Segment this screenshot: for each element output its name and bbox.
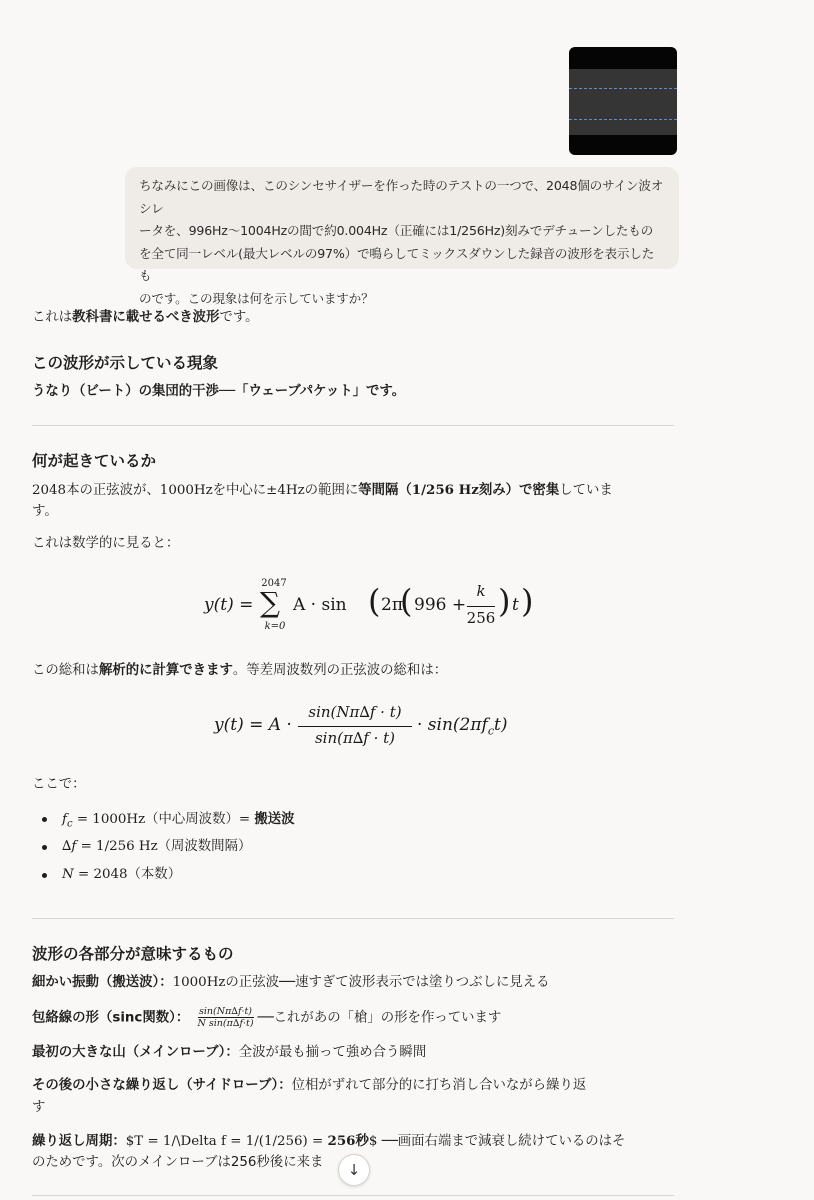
definition-item: $f_c = 1000Hz$（中心周波数）= 搬送波 xyxy=(62,811,295,830)
user-message-line: ータを、996Hz〜1004Hzの間で約0.004Hz（正確には1/256Hz)刻みでデチューンしたもの xyxy=(139,223,654,238)
list-item: 繰り返し周期：$T = 1/\Delta f = 1/(1/256) = 256秒$ ──画面右端まで減衰し続けているのはそ xyxy=(32,1133,626,1149)
section-heading: 何が起きているか xyxy=(32,452,157,470)
list-item-continuation: のためです。次のメインローブは256秒後に来ま xyxy=(32,1155,324,1170)
list-item: 細かい振動（搬送波）：1000Hzの正弦波──速すぎて波形表示では塗りつぶしに見える xyxy=(32,975,550,990)
definition-item: ∆f = 1/256 Hz（周波数間隔） xyxy=(62,839,252,854)
bullet xyxy=(42,817,47,822)
section-heading: 波形の各部分が意味するもの xyxy=(32,945,234,963)
divider xyxy=(32,918,674,919)
bullet xyxy=(42,845,47,850)
list-item: その後の小さな繰り返し（サイドローブ）：位相がずれて部分的に打ち消し合いながら繰り返 xyxy=(32,1078,587,1093)
equation-sum: y(t) = 2047 ∑ k=0 A · sin ( 2π ( 996 + k 256 ) t ) xyxy=(204,578,534,632)
divider xyxy=(32,1195,674,1196)
paragraph-line: 2048本の正弦波が、1000Hzを中心に±4Hzの範囲に等間隔（1/256 Hz刻み）で密集していま xyxy=(32,482,613,498)
paragraph-line: ここで： xyxy=(32,777,86,792)
scroll-to-bottom-button[interactable] xyxy=(338,1154,370,1186)
user-message-line: ちなみにこの画像は、このシンセサイザーを作った時のテストの一つで、2048個のサイン波オシレ xyxy=(139,178,664,216)
paragraph-line: この総和は解析的に計算できます。等差周波数列の正弦波の総和は： xyxy=(32,663,448,678)
user-message-line: のです。この現象は何を示していますか？ xyxy=(139,290,374,306)
divider xyxy=(32,425,674,426)
definition-item: N = 2048（本数） xyxy=(62,867,182,882)
intro-text: これは教科書に載せるべき波形です。 xyxy=(32,310,259,325)
list-item-continuation: す xyxy=(32,1100,46,1115)
paragraph-line: す。 xyxy=(32,504,58,519)
section-heading: この波形が示している現象 xyxy=(32,354,219,372)
list-item: 包絡線の形（sinc関数）： $\frac{\sin(N\pi\Delta f\cdot t)}{\text{N sin(π∆f·t)}}$ ──これがあの「槍」の形を作っています xyxy=(32,1006,502,1029)
user-message-line: を全て同一レベル(最大レベルの97%）で鳴らしてミックスダウンした録音の波形を表示したも xyxy=(139,245,655,283)
bullet xyxy=(42,873,47,878)
equation-closed-form: y(t) = A · sin(Nπ∆f · t) sin(π∆f · t) · $\sin(2\pi f_ct)$ xyxy=(214,703,508,747)
paragraph-line: これは数学的に見ると： xyxy=(32,536,180,551)
waveform-image-thumbnail xyxy=(569,69,677,135)
attachment-thumbnail[interactable] xyxy=(569,47,677,155)
section-subheading: うなり（ビート）の集団的干渉──「ウェーブパケット」です。 xyxy=(32,384,406,399)
user-message-bubble xyxy=(125,167,679,306)
arrow-down-icon: ↓ xyxy=(347,1161,361,1179)
list-item: 最初の大きな山（メインローブ）：全波が最も揃って強め合う瞬間 xyxy=(32,1045,427,1060)
